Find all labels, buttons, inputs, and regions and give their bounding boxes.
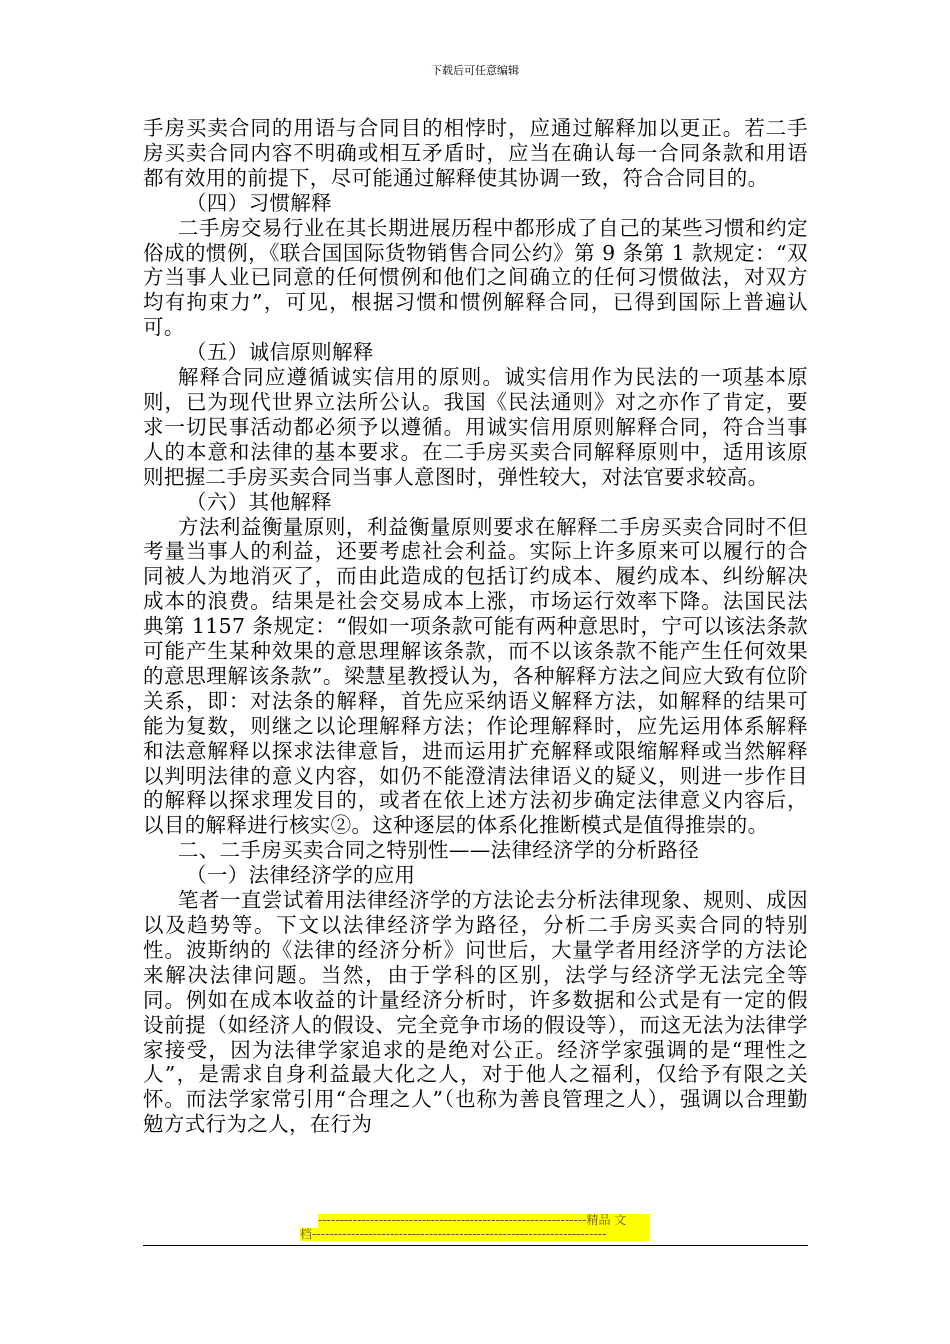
section-heading-part-two: 二、二手房买卖合同之特别性——法律经济学的分析路径 — [177, 838, 700, 863]
section-heading-custom-interpretation: （四）习惯解释 — [186, 190, 332, 215]
paragraph-continuation: 手房买卖合同的用语与合同目的相悖时，应通过解释加以更正。若二手房买卖合同内容不明确或相互矛盾时，应当在确认每一合同条款和用语都有效用的前提下，尽可能通过解释使其协调一致，符合合同目的。 — [143, 116, 808, 190]
footer-line-2: 档-------------------------------------------------------------------- — [300, 1228, 650, 1242]
footer-divider — [143, 1245, 808, 1246]
paragraph-custom-interpretation: 二手房交易行业在其长期进展历程中都形成了自己的某些习惯和约定俗成的惯例，《联合国国际货物销售合同公约》第 9 条第 1 款规定：“双方当事人业已同意的任何惯例和他们之间确立的任何习惯做法，对双方均有拘束力”，可见，根据习惯和惯例解释合同，已得到国际上普遍认可。 — [143, 215, 808, 340]
section-heading-other-interpretation: （六）其他解释 — [186, 489, 332, 514]
page-header: 下载后可任意编辑 — [431, 64, 519, 77]
footer-line-1: --------------------------------------------------------------精品 文 — [318, 1214, 650, 1228]
section-heading-good-faith: （五）诚信原则解释 — [186, 340, 374, 365]
footer-watermark — [300, 1214, 650, 1241]
paragraph-other-interpretation: 方法利益衡量原则，利益衡量原则要求在解释二手房买卖合同时不但考量当事人的利益，还要考虑社会利益。实际上许多原来可以履行的合同被人为地消灭了，而由此造成的包括订约成本、履约成本、纠纷解决成本的浪费。结果是社会交易成本上涨，市场运行效率下降。法国民法典第 1157 条规定：“假如一项条款可能有两种意思时，宁可以该法条款可能产生某种效果的意思理解该条款，而不以该条款不能产生任何效果的意思理解该条款”。梁慧星教授认为，各种解释方法之间应大致有位阶关系，即：对法条的解释，首先应采纳语义解释方法，如解释的结果可能为复数，则继之以论理解释方法；作论理解释时，应先运用体系解释和法意解释以探求法律意旨，进而运用扩充解释或限缩解释或当然解释以判明法律的意义内容，如仍不能澄清法律语义的疑义，则进一步作目的解释以探求理发目的，或者在依上述方法初步确定法律意义内容后，以目的解释进行核实②。这种逐层的体系化推断模式是值得推崇的。 — [143, 514, 808, 838]
paragraph-good-faith: 解释合同应遵循诚实信用的原则。诚实信用作为民法的一项基本原则，已为现代世界立法所公认。我国《民法通则》对之亦作了肯定，要求一切民事活动都必须予以遵循。用诚实信用原则解释合同，符合当事人的本意和法律的基本要求。在二手房买卖合同解释原则中，适用该原则把握二手房买卖合同当事人意图时，弹性较大，对法官要求较高。 — [143, 365, 808, 489]
paragraph-law-economics: 笔者一直尝试着用法律经济学的方法论去分析法律现象、规则、成因以及趋势等。下文以法律经济学为路径，分析二手房买卖合同的特别性。波斯纳的《法律的经济分析》问世后，大量学者用经济学的方法论来解决法律问题。当然，由于学科的区别，法学与经济学无法完全等同。例如在成本收益的计量经济分析时，许多数据和公式是有一定的假设前提（如经济人的假设、完全竞争市场的假设等），而这无法为法律学家接受，因为法律学家追求的是绝对公正。经济学家强调的是“理性之人”，是需求自身利益最大化之人，对于他人之福利，仅给予有限之关怀。而法学家常引用“合理之人”（也称为善良管理之人），强调以合理勤勉方式行为之人，在行为 — [143, 888, 808, 1137]
document-body — [143, 116, 808, 1137]
section-heading-law-economics: （一）法律经济学的应用 — [186, 863, 416, 888]
